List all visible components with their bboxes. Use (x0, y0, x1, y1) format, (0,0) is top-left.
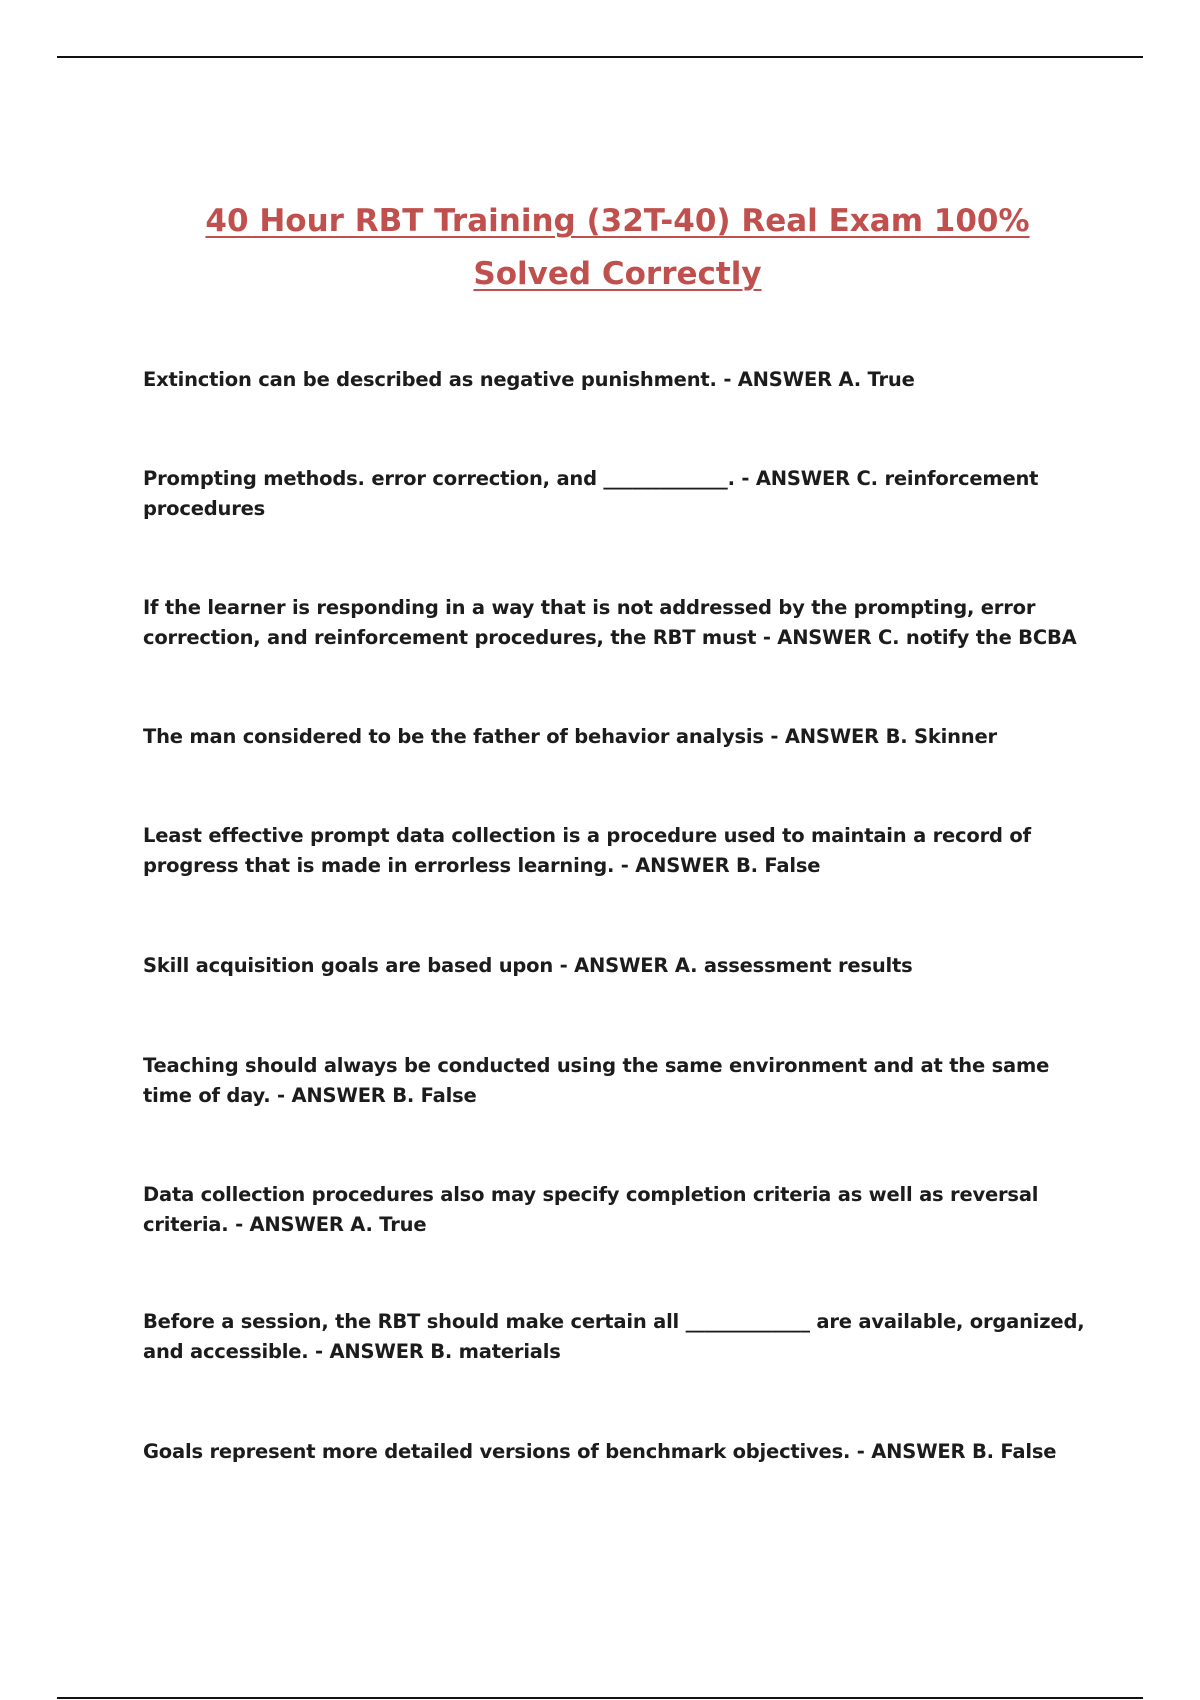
qa-item-7: Teaching should always be conducted using the same environment and at the same time of day. - ANSWER B. False (143, 1054, 1050, 1107)
document-title (120, 195, 1115, 301)
qa-item-10: Goals represent more detailed versions of benchmark objectives. - ANSWER B. False (143, 1440, 1057, 1463)
qa-item-6: Skill acquisition goals are based upon - ANSWER A. assessment results (143, 954, 913, 977)
qa-item-5: Least effective prompt data collection is a procedure used to maintain a record of progress that is made in errorless learning. - ANSWER B. False (143, 824, 1031, 877)
qa-item-1: Extinction can be described as negative punishment. - ANSWER A. True (143, 368, 915, 391)
qa-item-4: The man considered to be the father of behavior analysis - ANSWER B. Skinner (143, 725, 997, 748)
bottom-rule (57, 1697, 1143, 1699)
qa-item-9: Before a session, the RBT should make certain all _____________ are available, organized, and accessible. - ANSWER B. materials (143, 1310, 1085, 1363)
qa-item-3: If the learner is responding in a way that is not addressed by the prompting, error correction, and reinforcement procedures, the RBT must - ANSWER C. notify the BCBA (143, 596, 1077, 649)
qa-item-8: Data collection procedures also may specify completion criteria as well as reversal criteria. - ANSWER A. True (143, 1183, 1039, 1236)
qa-item-2: Prompting methods. error correction, and _____________. - ANSWER C. reinforcement procedures (143, 467, 1039, 520)
top-rule (57, 56, 1143, 58)
title-line-2: Solved Correctly (473, 256, 762, 292)
title-line-1: 40 Hour RBT Training (32T-40) Real Exam 100% (205, 203, 1030, 239)
